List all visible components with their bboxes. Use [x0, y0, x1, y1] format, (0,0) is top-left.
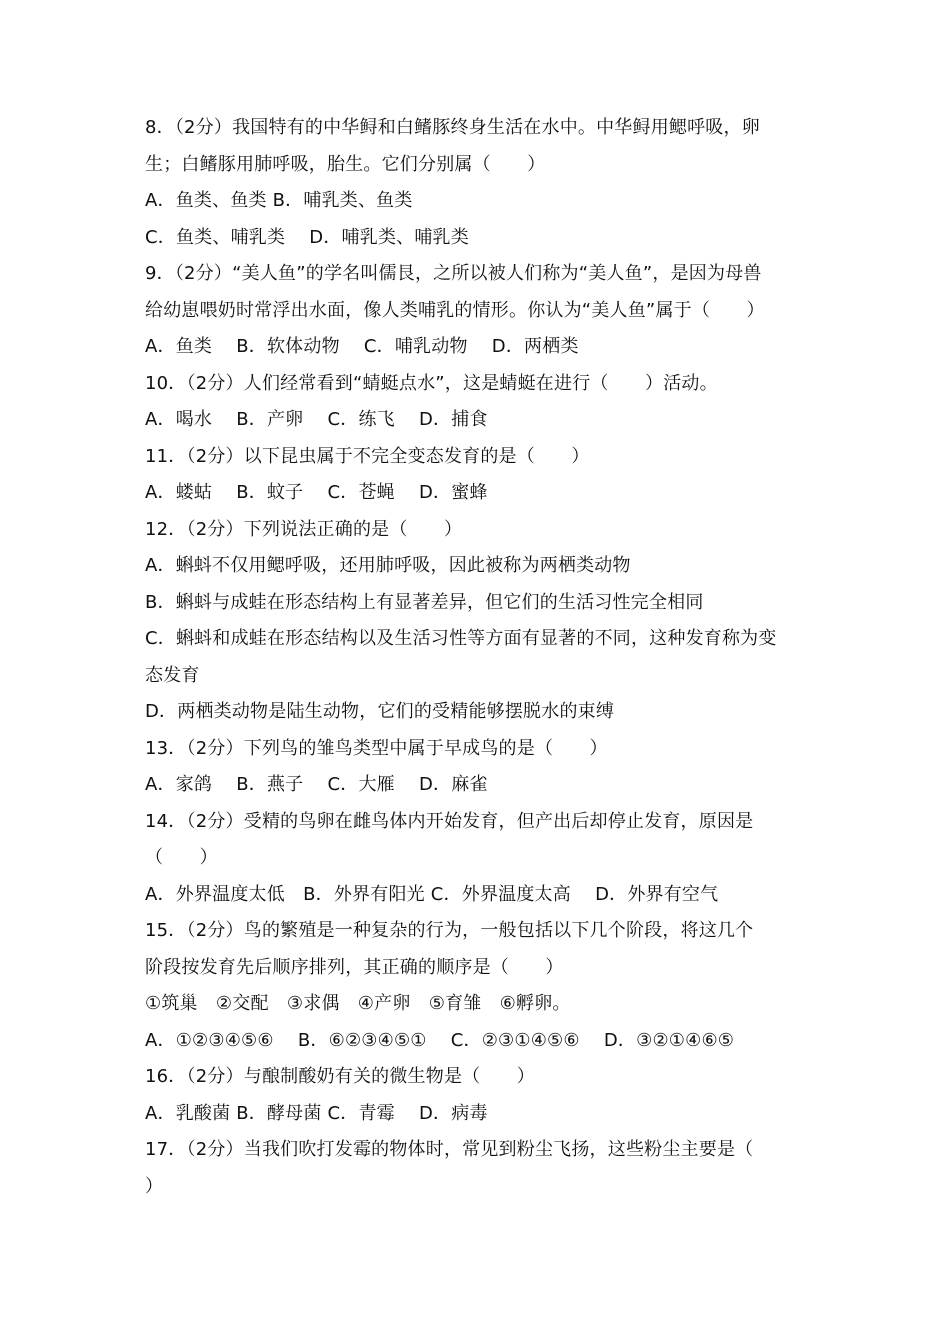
q13-stem: 13．（2分）下列鸟的雏鸟类型中属于早成鸟的是（ ） — [145, 738, 608, 759]
q8-stem-line-2: 生；白鳍豚用肺呼吸，胎生。它们分别属（ ） — [145, 154, 546, 175]
q9-stem-line-2: 给幼崽喂奶时常浮出水面，像人类哺乳的情形。你认为“美人鱼”属于（ ） — [145, 300, 765, 321]
q11-options: A．蝼蛄 B．蚊子 C．苍蝇 D．蜜蜂 — [145, 482, 488, 503]
q12-option-d: D．两栖类动物是陆生动物，它们的受精能够摆脱水的束缚 — [145, 701, 615, 722]
q17-stem-line-1: 17．（2分）当我们吹打发霉的物体时，常见到粉尘飞扬，这些粉尘主要是（ — [145, 1139, 754, 1160]
q12-option-c-line-2: 态发育 — [145, 665, 200, 686]
q14-stem-line-1: 14．（2分）受精的鸟卵在雌鸟体内开始发育，但产出后却停止发育，原因是 — [145, 811, 754, 832]
q11-stem: 11．（2分）以下昆虫属于不完全变态发育的是（ ） — [145, 446, 590, 467]
q16-stem: 16．（2分）与酿制酸奶有关的微生物是（ ） — [145, 1066, 535, 1087]
q16-options: A．乳酸菌 B．酵母菌 C．青霉 D．病毒 — [145, 1103, 488, 1124]
q10-stem: 10．（2分）人们经常看到“蜻蜓点水”，这是蜻蜓在进行（ ）活动。 — [145, 373, 718, 394]
q17-stem-line-2: ） — [145, 1176, 164, 1197]
q9-options: A．鱼类 B．软体动物 C．哺乳动物 D．两栖类 — [145, 336, 579, 357]
q15-stem-line-1: 15．（2分）鸟的繁殖是一种复杂的行为，一般包括以下几个阶段，将这几个 — [145, 920, 754, 941]
q15-options: A．①②③④⑤⑥ B．⑥②③④⑤① C．②③①④⑤⑥ D．③②①④⑥⑤ — [145, 1030, 735, 1051]
q14-stem-line-2: （ ） — [145, 847, 218, 868]
q15-stages: ①筑巢 ②交配 ③求偶 ④产卵 ⑤育雏 ⑥孵卵。 — [145, 993, 571, 1014]
q12-option-b: B．蝌蚪与成蛙在形态结构上有显著差异，但它们的生活习性完全相同 — [145, 592, 704, 613]
q9-stem-line-1: 9．（2分）“美人鱼”的学名叫儒艮，之所以被人们称为“美人鱼”，是因为母兽 — [145, 263, 762, 284]
q12-stem: 12．（2分）下列说法正确的是（ ） — [145, 519, 463, 540]
q8-stem-line-1: 8．（2分）我国特有的中华鲟和白鳍豚终身生活在水中。中华鲟用鳃呼吸，卵 — [145, 117, 760, 138]
q8-options-line-1: A．鱼类、鱼类 B．哺乳类、鱼类 — [145, 190, 413, 211]
q10-options: A．喝水 B．产卵 C．练飞 D．捕食 — [145, 409, 488, 430]
q14-options: A．外界温度太低 B．外界有阳光 C．外界温度太高 D．外界有空气 — [145, 884, 719, 905]
q15-stem-line-2: 阶段按发育先后顺序排列，其正确的顺序是（ ） — [145, 957, 564, 978]
q8-options-line-2: C．鱼类、哺乳类 D．哺乳类、哺乳类 — [145, 227, 469, 248]
q12-option-c-line-1: C．蝌蚪和成蛙在形态结构以及生活习性等方面有显著的不同，这种发育称为变 — [145, 628, 777, 649]
q12-option-a: A．蝌蚪不仅用鳃呼吸，还用肺呼吸，因此被称为两栖类动物 — [145, 555, 631, 576]
q13-options: A．家鸽 B．燕子 C．大雁 D．麻雀 — [145, 774, 488, 795]
